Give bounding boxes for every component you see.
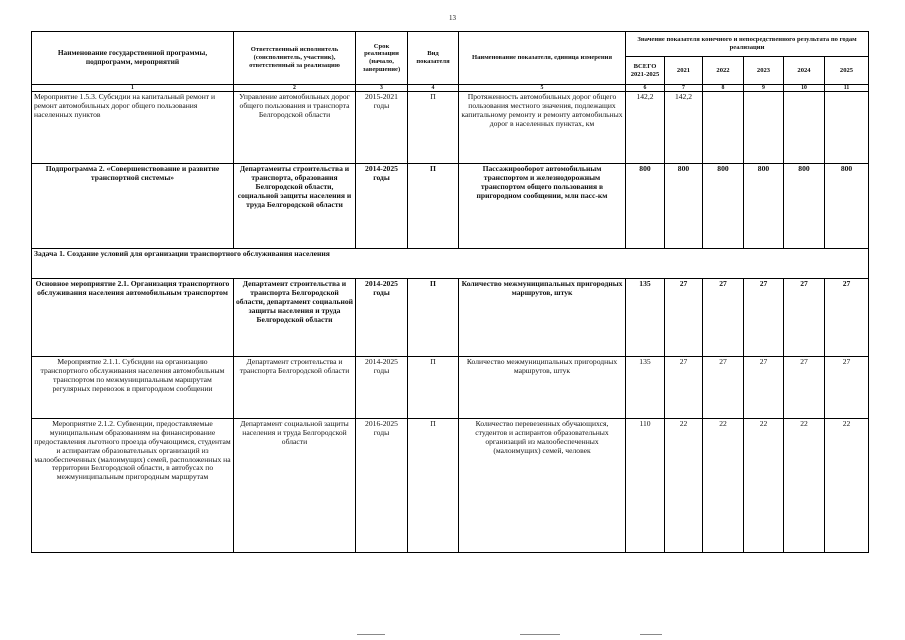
row-value: 22 (665, 419, 703, 553)
row-value: 22 (703, 419, 744, 553)
row-value: 22 (744, 419, 784, 553)
header-responsible: Ответственный исполнитель (соисполнитель, участник), ответственный за реализацию (234, 32, 356, 85)
header-values-group: Значение показателя конечного и непосредственного результата по годам реализации (626, 32, 869, 57)
row-name: Мероприятие 1.5.3. Субсидии на капитальный ремонт и ремонт автомобильных дорог общего пользования населенных пунктов (32, 92, 234, 164)
row-value: 27 (665, 279, 703, 357)
row-indicator: Количество перевезенных обучающихся, студентов и аспирантов образовательных организаций из малообеспеченных (малоимущих) семей, человек (459, 419, 626, 553)
row-value: 800 (825, 164, 869, 249)
column-number: 9 (744, 85, 784, 92)
row-value: 27 (825, 279, 869, 357)
row-value-total: 135 (626, 357, 665, 419)
header-year: 2025 (825, 57, 869, 85)
table-row (32, 279, 869, 357)
row-kind: П (408, 164, 459, 249)
row-period: 2014-2025 годы (356, 279, 408, 357)
header-period: Срок реализации (начало, завершение) (356, 32, 408, 85)
row-value-total: 800 (626, 164, 665, 249)
table-row (32, 419, 869, 553)
row-responsible: Департамент строительства и транспорта Белгородской области, департамент социальной защиты населения и труда Белгородской области (234, 279, 356, 357)
scan-mark (357, 634, 385, 635)
header-total: ВСЕГО 2021-2025 (626, 57, 665, 85)
task-row (32, 249, 869, 279)
row-kind: П (408, 279, 459, 357)
column-number: 6 (626, 85, 665, 92)
row-value: 27 (784, 357, 825, 419)
row-indicator: Количество межмуниципальных пригородных маршрутов, штук (459, 279, 626, 357)
row-value: 800 (784, 164, 825, 249)
column-number: 2 (234, 85, 356, 92)
row-value (825, 92, 869, 164)
column-number: 5 (459, 85, 626, 92)
row-kind: П (408, 419, 459, 553)
row-period: 2015-2021 годы (356, 92, 408, 164)
row-value: 27 (744, 279, 784, 357)
column-number: 1 (32, 85, 234, 92)
table-row (32, 357, 869, 419)
row-name: Основное мероприятие 2.1. Организация транспортного обслуживания населения автомобильным транспортом (32, 279, 234, 357)
row-name: Подпрограмма 2. «Совершенствование и развитие транспортной системы» (32, 164, 234, 249)
header-indicator-name: Наименование показателя, единица измерения (459, 32, 626, 85)
row-value (703, 92, 744, 164)
task-title: Задача 1. Создание условий для организации транспортного обслуживания населения (32, 249, 869, 279)
row-value (784, 92, 825, 164)
row-value-total: 110 (626, 419, 665, 553)
row-responsible: Департаменты строительства и транспорта, образования Белгородской области, социальной защиты населения и труда Белгородской области (234, 164, 356, 249)
row-name: Мероприятие 2.1.2. Субвенции, предоставляемые муниципальным образованиям на финансирование предоставления льготного проезда обучающимся, студентам и аспирантам образовательных организаций из малообеспеченных (малоимущих) семей, расположенных на территории Белгородской области, в автобусах по межмуниципальным пригородным маршрутам (32, 419, 234, 553)
indicators-table (31, 31, 869, 553)
page-number: 13 (449, 14, 456, 22)
row-responsible: Управление автомобильных дорог общего пользования и транспорта Белгородской области (234, 92, 356, 164)
column-number: 7 (665, 85, 703, 92)
header-program-name: Наименование государственной программы, подпрограмм, мероприятий (32, 32, 234, 85)
row-value: 142,2 (665, 92, 703, 164)
row-value: 800 (744, 164, 784, 249)
row-period: 2014-2025 годы (356, 164, 408, 249)
row-responsible: Департамент строительства и транспорта Белгородской области (234, 357, 356, 419)
header-indicator-kind: Вид показателя (408, 32, 459, 85)
row-value: 27 (703, 357, 744, 419)
row-kind: П (408, 92, 459, 164)
table-row (32, 164, 869, 249)
row-value: 27 (665, 357, 703, 419)
row-value-total: 142,2 (626, 92, 665, 164)
row-indicator: Количество межмуниципальных пригородных маршрутов, штук (459, 357, 626, 419)
row-value: 27 (744, 357, 784, 419)
row-value: 800 (665, 164, 703, 249)
row-value: 22 (784, 419, 825, 553)
header-year: 2024 (784, 57, 825, 85)
row-value (744, 92, 784, 164)
column-numbers-row (32, 85, 869, 92)
header-row (32, 32, 869, 57)
row-responsible: Департамент социальной защиты населения и труда Белгородской области (234, 419, 356, 553)
column-number: 11 (825, 85, 869, 92)
row-value: 27 (784, 279, 825, 357)
row-indicator: Протяженность автомобильных дорог общего пользования местного значения, подлежащих капитальному ремонту и ремонту автомобильных дорог в населенных пунктах, км (459, 92, 626, 164)
header-year: 2022 (703, 57, 744, 85)
row-value-total: 135 (626, 279, 665, 357)
scan-mark (520, 634, 560, 635)
row-kind: П (408, 357, 459, 419)
column-number: 3 (356, 85, 408, 92)
row-name: Мероприятие 2.1.1. Субсидии на организацию транспортного обслуживания населения автомобильным транспортом по межмуниципальным маршрутам регулярных перевозок в пригородном сообщении (32, 357, 234, 419)
row-period: 2014-2025 годы (356, 357, 408, 419)
column-number: 4 (408, 85, 459, 92)
header-year: 2023 (744, 57, 784, 85)
row-value: 22 (825, 419, 869, 553)
table-row (32, 92, 869, 164)
column-number: 10 (784, 85, 825, 92)
column-number: 8 (703, 85, 744, 92)
scan-mark (640, 634, 662, 635)
row-value: 27 (825, 357, 869, 419)
row-value: 27 (703, 279, 744, 357)
row-period: 2016-2025 годы (356, 419, 408, 553)
header-year: 2021 (665, 57, 703, 85)
row-value: 800 (703, 164, 744, 249)
row-indicator: Пассажирооборот автомобильным транспортом и железнодорожным транспортом общего пользования в пригородном сообщении, млн пасс-км (459, 164, 626, 249)
